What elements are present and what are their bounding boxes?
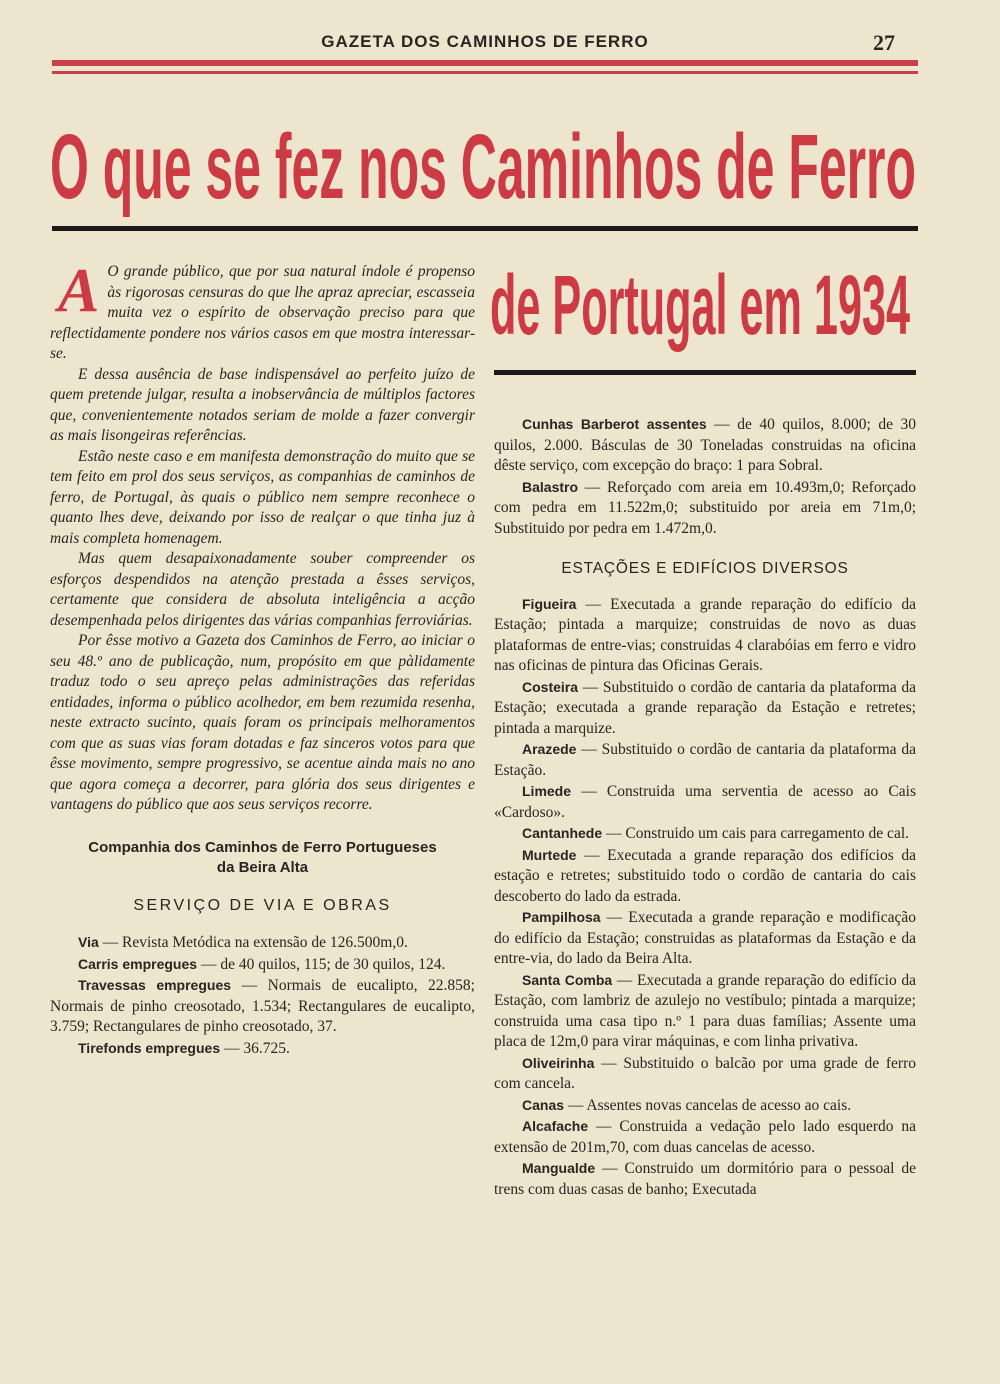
intro-paragraph: Por êsse motivo a Gazeta dos Caminhos de Ferro, ao iniciar o seu 48.º ano de publicação, num, propósito em que pàlidamente traduz todo o seu apreço pelas administrações das referidas entidades, informa o público acolhedor, em bem rezumida resenha, neste extracto sucinto, quais foram os principais melhoramentos com que as suas vias foram dotadas e faz sinceros votos para que êsse movimento, sempre progressivo, se acentue ainda mais no ano que agora começa a decorrer, para glória dos seus dirigentes e vantagens do público que aos seus serviços recorre.	[50, 632, 475, 813]
list-item: Pampilhosa — Executada a grande reparação e modificação do edifício da Estação; construidas as plataformas da Estação e da entre-via, do lado da Beira Alta.	[494, 909, 916, 967]
right-column	[494, 414, 916, 1200]
intro-text	[50, 257, 475, 816]
list-item: Tirefonds empregues — 36.725.	[78, 1039, 290, 1057]
page-number: 27	[873, 30, 895, 55]
left-column	[50, 257, 475, 1059]
running-head	[55, 30, 915, 56]
list-item: Carris empregues — de 40 quilos, 115; de 30 quilos, 124.	[78, 955, 446, 973]
intro-paragraph: E dessa ausência de base indispensável ao perfeito juízo de quem pretende julgar, resulta a inobservância de múltiplos factores que, convenientemente notados seriam de molde a fazer convergir as mais lisongeiras referências.	[50, 365, 475, 444]
list-item: Costeira — Substituido o cordão de cantaria da plataforma da Estação; executada a grande reparação da Estação e retretes; pintada a marquize.	[494, 678, 916, 737]
section-heading-via-obras: SERVIÇO DE VIA E OBRAS	[133, 896, 392, 914]
headline-rule-right	[494, 370, 916, 375]
drop-cap: A	[58, 257, 100, 325]
list-item: Oliveirinha — Substituido o balcão por uma grade de ferro com cancela.	[494, 1054, 916, 1092]
list-item: Santa Comba — Executada a grande reparação do edifício da Estação, com lambriz de azulejo no vestíbulo; pintada a marquize; construida uma casa tipo n.º 1 para duas famílias; Assente uma placa de 12m,0 para virar máquinas, e com linha privativa.	[494, 971, 916, 1050]
intro-paragraph: Estão neste caso e em manifesta demonstração do muito que se tem feito em prol dos seus serviços, as companhias de caminhos de ferro, de Portugal, às quais o público nem sempre reconhece o quanto lhes deve, deixando por isso de realçar o que tinha juz à mais completa homenagem.	[50, 447, 475, 547]
intro-paragraph: A O grande público, que por sua natural índole é propenso às rigorosas censuras do que lhe apraz apreciar, escasseia muita vez o espírito de observação preciso para que reflectidamente pondere nos vários casos em que mostra interessar-se.	[50, 257, 475, 362]
headline-line-2: de Portugal em 1934	[490, 258, 910, 352]
headline-rule	[52, 226, 918, 231]
list-item: Via — Revista Metódica na extensão de 126.500m,0.	[78, 934, 408, 951]
red-rule-thin	[52, 71, 918, 74]
list-item: Murtede — Executada a grande reparação dos edifícios da estação e retretes; substituido todo o cordão de cantaria do cais descoberto do lado da estrada.	[494, 846, 916, 905]
list-item: Cunhas Barberot assentes — de 40 quilos, 8.000; de 30 quilos, 2.000. Básculas de 30 Toneladas construidas na oficina dêste serviço, com excepção do braço: 1 para Sobral.	[494, 416, 916, 474]
list-item: Alcafache — Construida a vedação pelo lado esquerdo na extensão de 201m,70, com duas cancelas de acesso.	[494, 1118, 916, 1156]
list-item: Travessas empregues — Normais de eucalipto, 22.858; Normais de pinho creosotado, 1.534; Rectangulares de eucalipto, 3.759; Rectangulares de pinho creosotado, 37.	[50, 977, 475, 1035]
company-heading: Companhia dos Caminhos de Ferro Portugueses da Beira Alta	[88, 838, 437, 876]
section-heading-estacoes: ESTAÇÕES E EDIFÍCIOS DIVERSOS	[561, 560, 849, 577]
list-item: Figueira — Executada a grande reparação do edifício da Estação; pintada a marquize; construidas de novo as duas plataformas de entre-vias; construidas 4 clarabóias em ferro e vidro nas oficinas de pintura das Oficinas Gerais.	[494, 595, 916, 674]
headline-line-1: O que se fez nos Caminhos de Ferro	[50, 116, 916, 218]
list-item: Canas — Assentes novas cancelas de acesso ao cais.	[522, 1096, 852, 1114]
red-rule-top	[52, 60, 918, 66]
journal-name: GAZETA DOS CAMINHOS DE FERRO	[321, 32, 649, 51]
list-item: Balastro — Reforçado com areia em 10.493m,0; Reforçado com pedra em 11.522m,0; substituido por areia em 71m,0; Substituido por pedra em 1.472m,0.	[494, 478, 916, 537]
list-item: Limede — Construida uma serventia de acesso ao Cais «Cardoso».	[494, 783, 916, 821]
list-item: Arazede — Substituido o cordão de cantaria da plataforma da Estação.	[494, 741, 916, 779]
intro-paragraph: Mas quem desapaixonadamente souber compreender os esforços despendidos na atenção prestada a êsses serviços, certamente que considera de absoluta inteligência a acção desempenhada pelos dirigentes das várias companhias ferroviárias.	[50, 550, 475, 629]
list-item: Mangualde — Construido um dormitório para o pessoal de trens com duas casas de banho; Executada	[494, 1160, 916, 1198]
list-item: Cantanhede — Construido um cais para carregamento de cal.	[522, 825, 909, 842]
